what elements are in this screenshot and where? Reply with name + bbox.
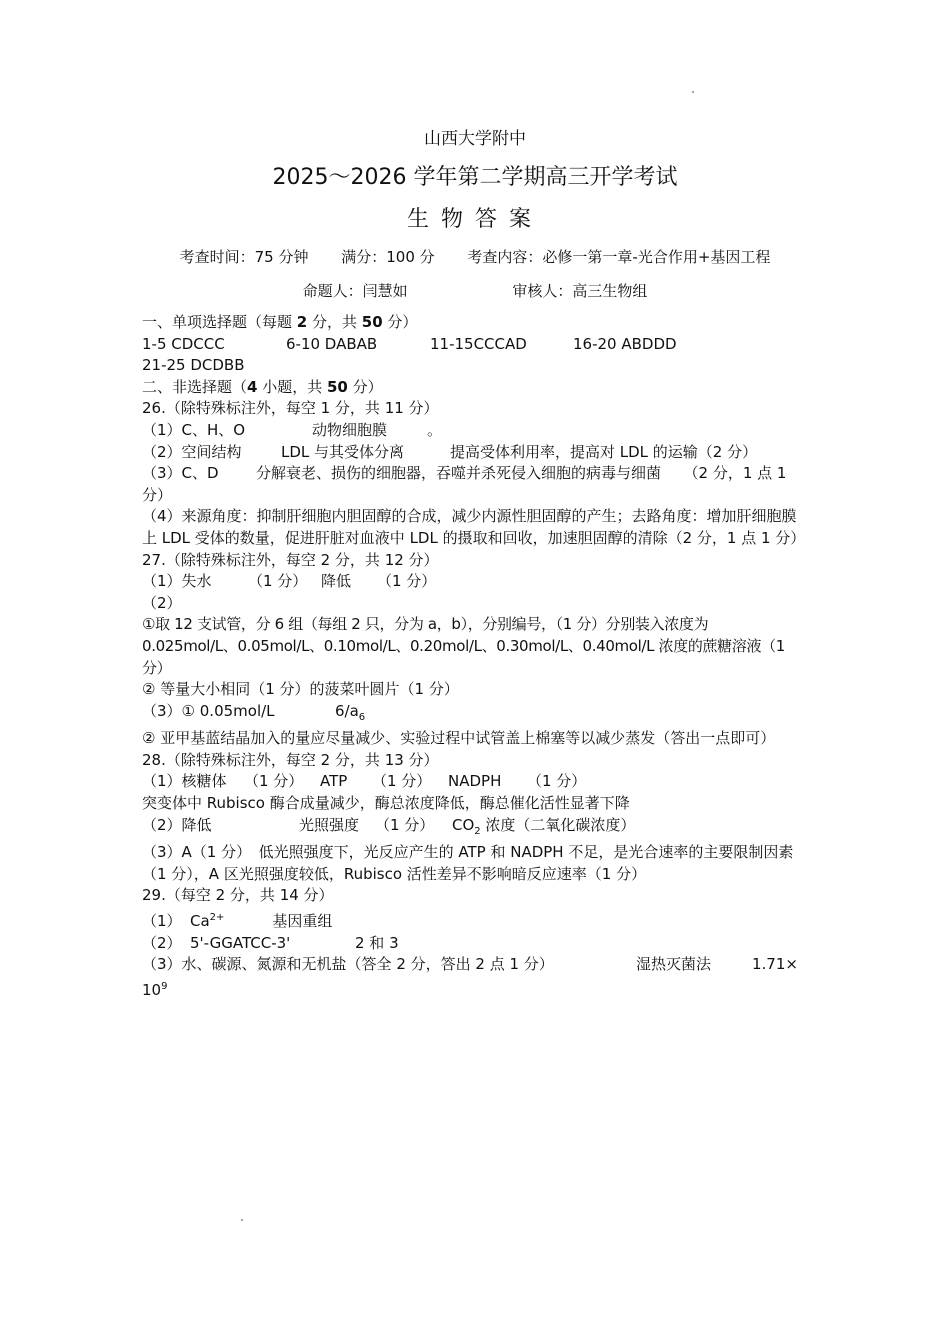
q28-heading: 28.（除特殊标注外，每空 2 分，共 13 分） [142,750,439,769]
q26-part1: （1）C、H、O 动物细胞膜 。 [142,420,443,439]
q26-part3: （3）C、D 分解衰老、损伤的细胞器，吞噬并杀死侵入细胞的病毒与细菌 （2 分，1 点 1 分） [142,464,787,504]
exam-people [0,280,950,301]
q27-part2-step2: ② 等量大小相同（1 分）的菠菜叶圆片（1 分） [142,680,459,699]
exam-time: 考查时间：75 分钟 [179,248,309,266]
exam-info [0,246,950,267]
answer-body [142,312,806,1001]
mcq-answer-1-5: 1-5 CDCCC [142,334,225,353]
exam-score: 满分：100 分 [341,248,435,266]
q27-part3-note: ② 亚甲基蓝结晶加入的量应尽量减少、实验过程中试管盖上棉塞等以减少蒸发（答出一点即可） [142,729,776,748]
mcq-answer-6-10: 6-10 DABAB [286,334,378,353]
mcq-answer-11-15: 11-15CCCAD [430,334,527,353]
q29-part1: （1） $Ca^{2+}$ 基因重组 [142,912,333,931]
exam-reviewer: 审核人：高三生物组 [512,282,648,300]
mcq-answer-16-20: 16-20 ABDDD [573,334,677,353]
exam-title: 2025～2026 学年第二学期高三开学考试 [272,165,678,190]
mcq-answer-21-25: 21-25 DCDBB [142,356,245,375]
q26-part2: （2）空间结构 LDL 与其受体分离 提高受体利用率，提高对 LDL 的运输（2 分） [142,442,758,461]
q27-heading: 27.（除特殊标注外，每空 2 分，共 12 分） [142,550,439,569]
q29-part3: （3）水、碳源、氮源和无机盐（答全 2 分，答出 2 点 1 分） 湿热灭菌法 1.71× [142,955,798,974]
q27-part2: （2） [142,593,182,612]
q26-part4: （4）来源角度：抑制肝细胞内胆固醇的合成，减少内源性胆固醇的产生；去路角度：增加肝细胞膜上 LDL 受体的数量，促进肝脏对血液中 LDL 的摄取和回收，加速胆固醇的清除（2 分，1 点 1 分） [142,507,806,547]
q29-heading: 29.（每空 2 分，共 14 分） [142,886,334,905]
scan-dot-bottom [241,1219,243,1221]
subject-title: 生物答案 [406,207,543,232]
scan-dot-top [692,91,694,93]
q27-part2-step1: ①取 12 支试管，分 6 组（每组 2 只，分为 a，b），分别编号，（1 分）分别装入浓度为 0.025mol/L、0.05mol/L、0.10mol/L、0.20mol/L、0.30mol/L、0.40mol/L 浓度的蔗糖溶液（1 分） [142,615,785,677]
q28-part3: （3）A（1 分） 低光照强度下，光反应产生的 ATP 和 NADPH 不足，是光合速率的主要限制因素（1 分），A 区光照强度较低，Rubisco 活性差异不影响暗反应速率（1 分） [142,843,794,883]
q28-part1: （1）核糖体 （1 分） ATP （1 分） NADPH （1 分） [142,772,587,791]
exam-author: 命题人：闫慧如 [302,282,408,300]
q27-part1: （1）失水 （1 分） 降低 （1 分） [142,572,437,591]
section2-heading: 二、非选择题（4 小题，共 50 分） [142,377,383,396]
q27-part3: （3）① 0.05mol/L $6/a_6$ [142,701,366,723]
q28-part2: （2）降低 光照强度 （1 分） $CO_2$ 浓度（二氧化碳浓度） [142,815,636,837]
school-name: 山西大学附中 [424,129,526,149]
section1-heading: 一、单项选择题（每题 2 分，共 50 分） [142,313,418,331]
q28-part1-reason: 突变体中 Rubisco 酶合成量减少，酶总浓度降低，酶总催化活性显著下降 [142,794,630,813]
q26-heading: 26.（除特殊标注外，每空 1 分，共 11 分） [142,399,439,418]
q29-part3-count: $10^9$ [142,980,168,999]
q29-part2: （2） 5'-GGATCC-3' 2 和 3 [142,933,399,952]
exam-content: 考查内容：必修一第一章-光合作用+基因工程 [467,248,771,266]
section1-answers-row [142,334,806,356]
